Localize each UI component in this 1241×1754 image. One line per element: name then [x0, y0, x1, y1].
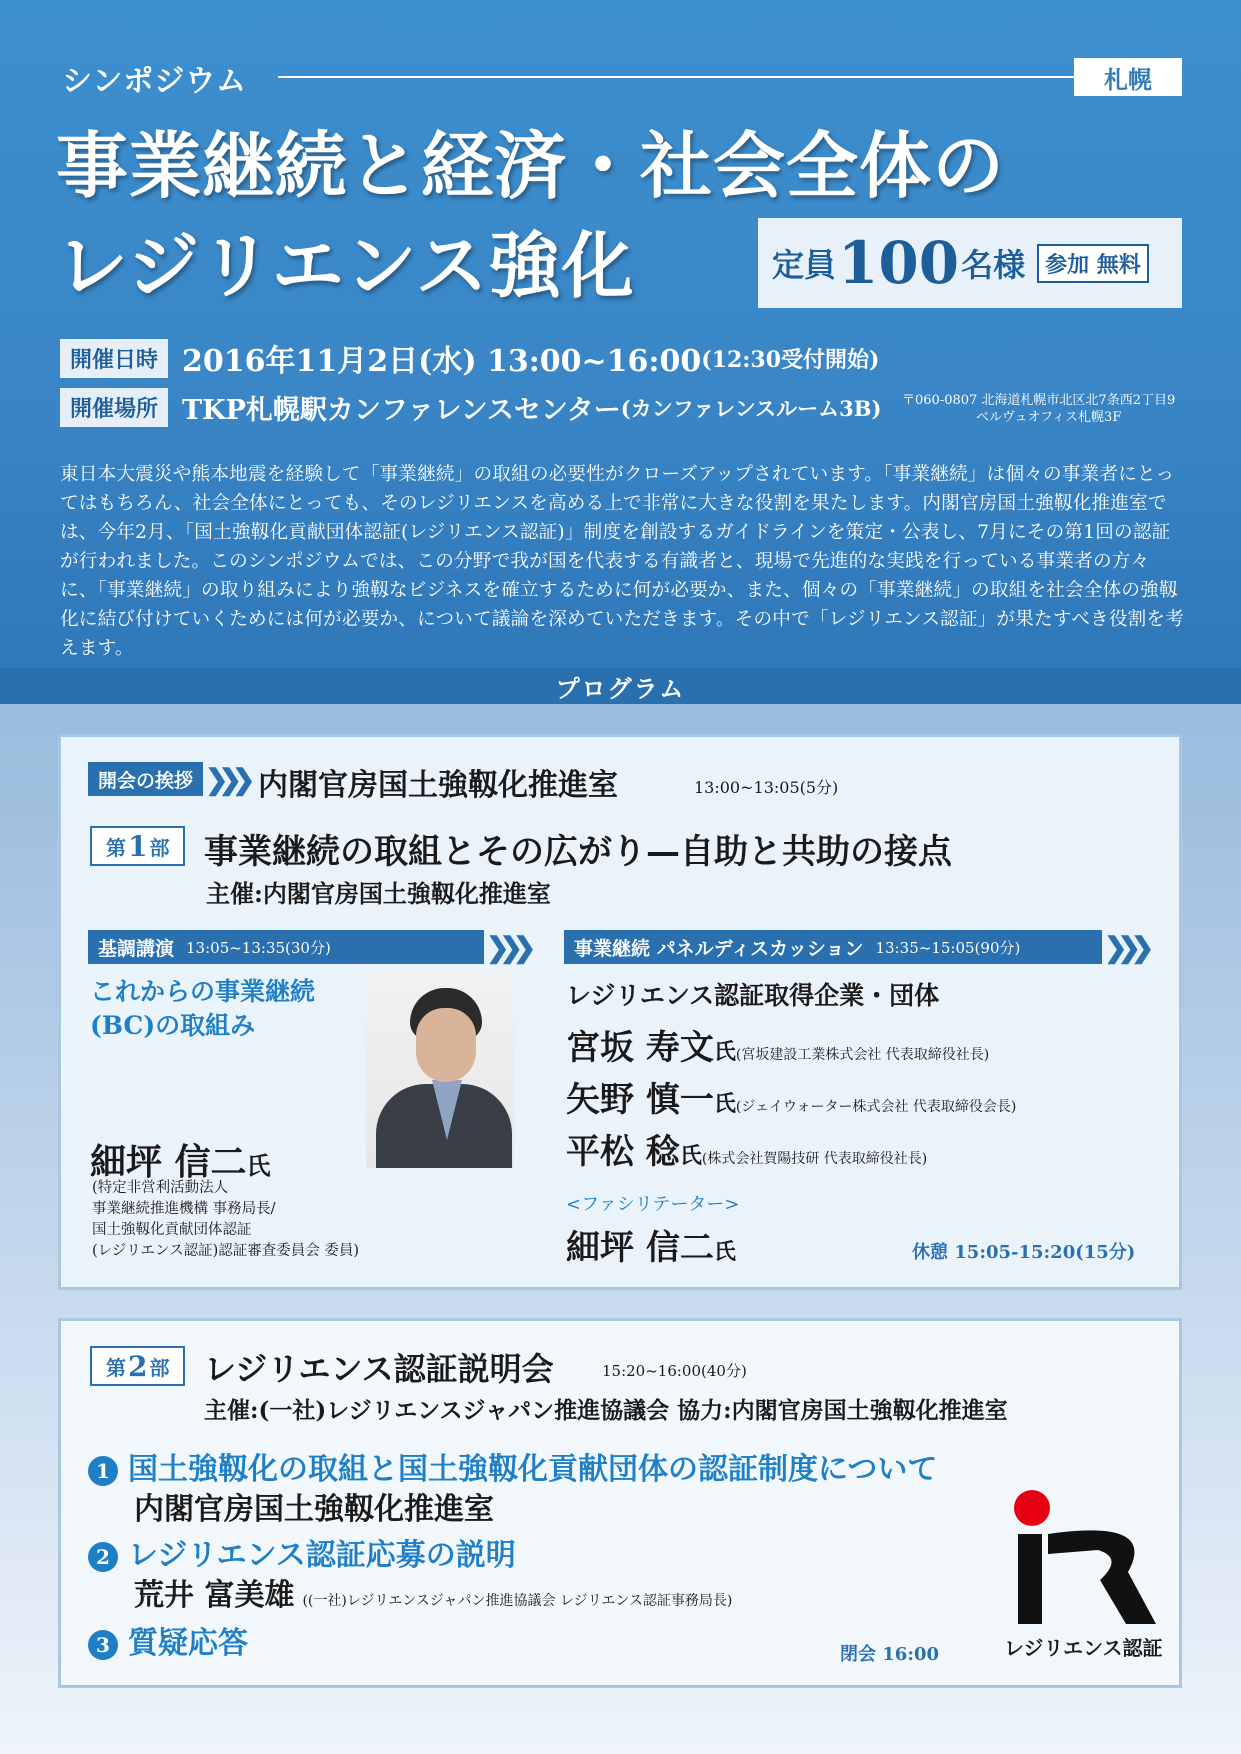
panelist-affiliation: (株式会社賀陽技研 代表取締役社長) [701, 1151, 928, 1167]
part1-tag-num: 1 [128, 829, 148, 863]
speaker-name: 細坪 信二 [90, 1141, 247, 1183]
kicker: シンポジウム [62, 64, 247, 99]
header-banner [0, 0, 1241, 672]
break-time: 休憩 15:05-15:20(15分) [912, 1242, 1136, 1263]
speaker-aff-line4: (レジリエンス認証)認証審査委員会 委員) [92, 1243, 359, 1259]
closing-time: 閉会 16:00 [840, 1644, 940, 1665]
panelist-name: 宮坂 寿文 [566, 1028, 714, 1068]
venue-sub: (カンファレンスルーム3B) [620, 395, 882, 421]
opening-time: 13:00~13:05(5分) [694, 778, 839, 797]
part2-host: 主催:(一社)レジリエンスジャパン推進協議会 協力:内閣官房国土強靱化推進室 [204, 1397, 1008, 1424]
keynote-tag-label: 基調講演 [98, 937, 175, 960]
speaker-aff-line1: (特定非営利活動法人 [92, 1180, 229, 1196]
main-title-line1: 事業継続と経済・社会全体の [56, 123, 1006, 208]
panel-tag [564, 930, 1144, 964]
resilience-cert-logo [1004, 1488, 1163, 1668]
number-1-icon: 1 [88, 1456, 118, 1486]
agenda-item-2-sub-row [134, 1570, 732, 1614]
panel-tag-label: 事業継続 パネルディスカッション [574, 937, 864, 960]
venue-label: 開催場所 [60, 388, 168, 427]
part2-tag-prefix: 第 [106, 1355, 126, 1380]
keynote-title-line2: (BC)の取組み [90, 1011, 256, 1040]
city-badge: 札幌 [1074, 58, 1182, 96]
panelist-row [566, 1020, 989, 1069]
agenda-item-title: 質疑応答 [128, 1626, 248, 1661]
facilitator-label: <ファシリテーター> [566, 1194, 740, 1215]
venue-address [902, 392, 1175, 426]
date-row [60, 336, 879, 380]
part1-host: 主催:内閣官房国土強靱化推進室 [206, 879, 551, 908]
keynote-title-line1: これからの事業継続 [90, 977, 316, 1006]
address-line2: ベルヴュオフィス札幌3F [976, 410, 1122, 425]
facilitator-honorific: 氏 [713, 1239, 736, 1265]
panelist-affiliation: (宮坂建設工業株式会社 代表取締役社長) [735, 1047, 990, 1063]
opening-tag-label: 開会の挨拶 [88, 762, 203, 796]
facilitator-row [566, 1220, 736, 1269]
panelist-honorific: 氏 [679, 1143, 702, 1169]
keynote-time: 13:05~13:35(30分) [186, 938, 331, 957]
free-badge: 参加 無料 [1037, 244, 1149, 283]
panelist-honorific: 氏 [713, 1091, 736, 1117]
agenda-item-3 [88, 1618, 248, 1662]
chevrons-icon: ❯❯❯ [205, 762, 246, 796]
chevrons-icon: ❯❯❯ [1104, 930, 1145, 964]
opening-org: 内閣官房国土強靱化推進室 [258, 768, 618, 803]
logo-caption: レジリエンス認証 [1004, 1636, 1163, 1660]
part2-time: 15:20~16:00(40分) [602, 1362, 747, 1380]
capacity-prefix: 定員 [772, 246, 837, 284]
agenda-item-title: レジリエンス認証応募の説明 [128, 1538, 516, 1573]
panel-heading: レジリエンス認証取得企業・団体 [566, 981, 940, 1010]
agenda-item-2-note: ((一社)レジリエンスジャパン推進協議会 レジリエンス認証事務局長) [302, 1593, 733, 1609]
panelist-affiliation: (ジェイウォーター株式会社 代表取締役会長) [735, 1099, 1017, 1115]
part2-title: レジリエンス認証説明会 [204, 1350, 554, 1388]
number-3-icon: 3 [88, 1630, 118, 1660]
opening-tag [88, 762, 245, 796]
agenda-item-1-sub: 内閣官房国土強靱化推進室 [134, 1492, 494, 1527]
agenda-item-title: 国土強靱化の取組と国土強靱化貢献団体の認証制度について [128, 1452, 938, 1487]
part2-tag [90, 1346, 185, 1386]
keynote-tag-bar [88, 930, 484, 964]
panelist-name: 矢野 慎一 [566, 1080, 714, 1120]
facilitator-name: 細坪 信二 [566, 1228, 714, 1268]
speaker-honorific: 氏 [246, 1151, 271, 1180]
keynote-tag [88, 930, 526, 964]
venue-text: TKP札幌駅カンファレンスセンター [182, 395, 621, 426]
part1-title: 事業継続の取組とその広がり—自助と共助の接点 [204, 832, 952, 872]
agenda-item-1 [88, 1444, 937, 1488]
part1-tag [90, 826, 185, 866]
panel-time: 13:35~15:05(90分) [875, 938, 1021, 957]
kicker-rule [278, 76, 1074, 78]
capacity-suffix: 名様 [961, 246, 1026, 284]
date-text: 2016年11月2日(水) 13:00~16:00 [182, 344, 702, 379]
agenda-item-2-sub: 荒井 富美雄 [134, 1578, 295, 1613]
program-band: プログラム [0, 668, 1241, 704]
capacity-box [758, 218, 1182, 308]
panelist-row [566, 1124, 927, 1173]
capacity-number: 100 [838, 229, 960, 297]
resilience-logo-icon [1008, 1488, 1158, 1628]
venue-row [60, 388, 881, 427]
part1-tag-prefix: 第 [106, 835, 126, 860]
panelist-row [566, 1072, 1016, 1121]
speaker-aff-line2: 事業継続推進機構 事務局長/ [92, 1201, 276, 1217]
date-sub: (12:30受付開始) [701, 346, 880, 373]
part1-tag-suffix: 部 [149, 835, 170, 860]
part2-tag-num: 2 [128, 1349, 148, 1383]
panel-tag-bar [564, 930, 1102, 964]
number-2-icon: 2 [88, 1542, 118, 1572]
chevrons-icon: ❯❯❯ [486, 930, 527, 964]
date-label: 開催日時 [60, 339, 168, 378]
intro-paragraph: 東日本大震災や熊本地震を経験して「事業継続」の取組の必要性がクローズアップされています。「事業継続」は個々の事業者にとってはもちろん、社会全体にとっても、そのレジリエンスを高める上で非常に大きな役割を果たします。内閣官房国土強靱化推進室では、今年2月、「国土強靱化貢献団体認証(レジリエンス認証)」制度を創設するガイドラインを策定・公表し、7月にその第1回の認証が行われました。このシンポジウムでは、この分野で我が国を代表する有識者と、現場で先進的な実践を行っている事業者の方々に、「事業継続」の取り組みにより強靱なビジネスを確立するために何が必要か、また、個々の「事業継続」の取組を社会全体の強靱化に結び付けていくためには何が必要か、について議論を深めていただきます。その中で「レジリエンス認証」が果たすべき役割を考えます。 [60, 464, 1185, 659]
speaker-aff-line3: 国土強靱化貢献団体認証 [92, 1222, 252, 1238]
speaker-photo [366, 972, 514, 1168]
panelist-name: 平松 稔 [566, 1132, 680, 1172]
agenda-item-2 [88, 1530, 516, 1574]
address-line1: 〒060-0807 北海道札幌市北区北7条西2丁目9 [902, 393, 1176, 408]
panelist-honorific: 氏 [713, 1039, 736, 1065]
speaker-affiliation [92, 1178, 359, 1262]
main-title-line2: レジリエンス強化 [56, 223, 635, 308]
part2-tag-suffix: 部 [149, 1355, 170, 1380]
